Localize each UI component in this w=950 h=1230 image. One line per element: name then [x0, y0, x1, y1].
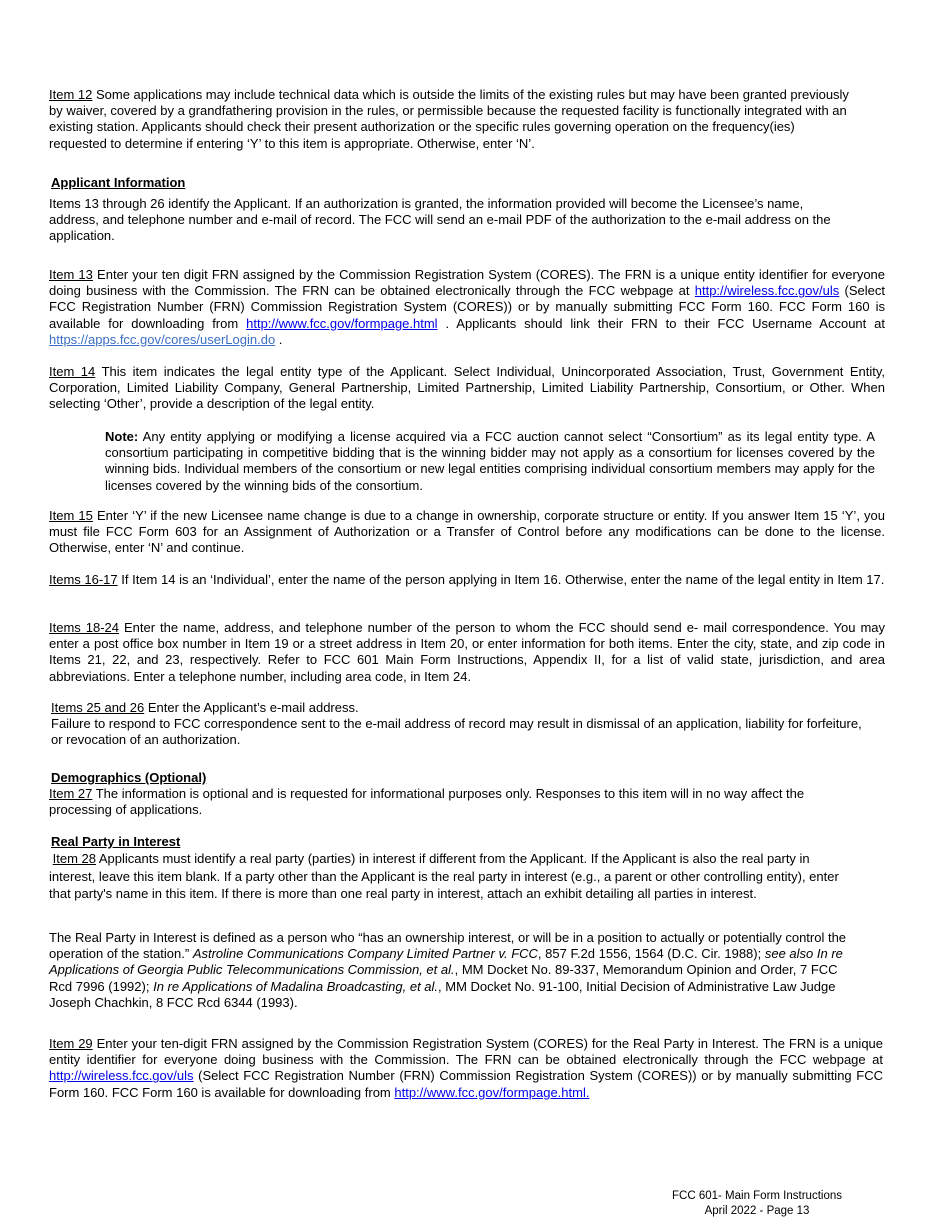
real-party-definition: The Real Party in Interest is defined as a person who “has an ownership interest, or will be in a position to actually or potentially control the operation of the station.” Astroline Communications Company Limited Partner v. FCC, 857 F.2d 1556, 1564 (D.C. Cir. 1988); see also In re Applications of Georgia Public Telecommunications Commission, et al., MM Docket No. 89-337, Memorandum Opinion and Order, 7 FCC Rcd 7996 (1992); In re Applications of Madalina Broadcasting, et al., MM Docket No. 91-100, Initial Decision of Administrative Law Judge Joseph Chachkin, 8 FCC Rcd 6344 (1993). [49, 930, 847, 1010]
items-25-26-failure-text: Failure to respond to FCC correspondence sent to the e-mail address of record may result in dismissal of an application, liability for forfeiture, or revocation of an authorization. [51, 716, 862, 748]
items-18-24-paragraph: Items 18-24 Enter the name, address, and telephone number of the person to whom the FCC should send e- mail correspondence. You may enter a post office box number in Item 19 or a street address in Item 20, or enter information for both items. Enter the city, state, and zip code in Items 21, 22, and 23, respectively. Refer to FCC 601 Main Form Instructions, Appendix II, for a list of valid state, jurisdiction, and area abbreviations. Enter a telephone number, including area code, in Item 24. [49, 620, 886, 684]
item-27-label: Item 27 [49, 786, 93, 802]
item-12-paragraph [49, 87, 849, 152]
uls-link-2[interactable]: http://wireless.fcc.gov/uls [49, 1068, 194, 1084]
items-16-17-label: Items 16-17 [49, 572, 118, 587]
formpage-link-2[interactable]: http://www.fcc.gov/formpage.html. [394, 1084, 590, 1100]
item-15-paragraph: Item 15 Enter ‘Y’ if the new Licensee name change is due to a change in ownership, corporate structure or entity. If you answer Item 15 ‘Y’, you must file FCC Form 603 for an Assignment of Authorization or a Transfer of Control before any modifications can be done to the license. Otherwise, enter ‘N’ and continue. [49, 508, 886, 556]
item-14-paragraph: Item 14 This item indicates the legal entity type of the Applicant. Select Individual, Unincorporated Association, Trust, Government Entity, Corporation, Limited Liability Company, General Partnership, Limited Partnership, Limited Liability Partnership, Consortium, or Other. When selecting ‘Other’, provide a description of the legal entity. [49, 364, 886, 412]
items-25-26-label: Items 25 and 26 [51, 700, 145, 715]
items-16-17-paragraph: Items 16-17 If Item 14 is an ‘Individual’, enter the name of the person applying in Item 16. Otherwise, enter the name of the legal entity in Item 17. [49, 572, 885, 587]
formpage-link[interactable]: http://www.fcc.gov/formpage.html [246, 315, 438, 331]
page-footer [672, 1189, 842, 1219]
item-13-label: Item 13 [49, 267, 93, 282]
item-28-label: Item 28 [52, 851, 96, 867]
applicant-information-intro: Items 13 through 26 identify the Applicant. If an authorization is granted, the information provided will become the Licensee’s name, address, and telephone number and e-mail of record. The FCC will send an e-mail PDF of the authorization to the e-mail address on the application. [49, 196, 831, 244]
footer-page-number: April 2022 - Page 13 [704, 1205, 810, 1217]
footer-form-title: FCC 601- Main Form Instructions [672, 1190, 842, 1202]
real-party-heading: Real Party in Interest [51, 834, 181, 849]
item-29-paragraph: Item 29 Enter your ten-digit FRN assigned by the Commission Registration System (CORES) for the Real Party in Interest. The FRN is a unique entity identifier for everyone doing business with the Commission. The FRN can be obtained electronically through the FCC webpage at http://wireless.fcc.gov/uls (Select FCC Registration Number (FRN) Commission Registration System (CORES)) or by manually submitting FCC Form 160. FCC Form 160 is available for downloading from http://www.fcc.gov/formpage.html. [49, 1036, 884, 1100]
item-12-label: Item 12 [49, 87, 93, 102]
uls-link[interactable]: http://wireless.fcc.gov/uls [694, 283, 840, 299]
item-13-paragraph: Item 13 Enter your ten digit FRN assigned by the Commission Registration System (CORES). The FRN is a unique entity identifier for everyone doing business with the Commission. The FRN can be obtained electronically through the FCC webpage at http://wireless.fcc.gov/uls (Select FCC Registration Number (FRN) Commission Registration System (CORES)) or by manually submitting FCC Form 160. FCC Form 160 is available for downloading from http://www.fcc.gov/formpage.html . Applicants should link their FRN to their FCC Username Account at https://apps.fcc.gov/cores/userLogin.do . [49, 267, 886, 347]
item-29-label: Item 29 [49, 1036, 93, 1051]
item-15-label: Item 15 [49, 508, 93, 523]
item-12-text: Some applications may include technical data which is outside the limits of the existing rules but may have been granted previously by waiver, covered by a grandfathering provision in the rules, or permissible because the requested facility is functionally integrated with an existing station. Applicants should check their present authorization or the specific rules governing operation on the frequency(ies) requested to determine if entering ‘Y’ to this item is appropriate. Otherwise, enter ‘N’. [49, 87, 849, 151]
note-label: Note: [105, 429, 139, 444]
applicant-information-heading: Applicant Information [51, 175, 186, 190]
demographics-section: Demographics (Optional) Item 27 The information is optional and is requested for informational purposes only. Responses to this item will in no way affect the processing of applications. [49, 770, 805, 818]
item-14-label: Item 14 [49, 364, 96, 379]
items-25-26-paragraph: Items 25 and 26 Enter the Applicant’s e-mail address. Failure to respond to FCC correspondence sent to the e-mail address of record may result in dismissal of an application, liability for forfeiture, or revocation of an authorization. [51, 700, 871, 749]
note-paragraph: Note: Any entity applying or modifying a license acquired via a FCC auction cannot select “Consortium” as its legal entity type. A consortium participating in competitive bidding that is the winning bidder may not apply as a consortium for licenses covered by the winning bids. Individual members of the consortium or new legal entities comprising individual consortium members may apply for the licenses covered by the winning bids of the consortium. [105, 429, 875, 493]
items-18-24-label: Items 18-24 [49, 620, 119, 635]
demographics-heading: Demographics (Optional) [51, 770, 207, 785]
real-party-section: Real Party in Interest Item 28 Applicants must identify a real party (parties) in interest if different from the Applicant. If the Applicant is also the real party in interest, leave this item blank. If a party other than the Applicant is the real party in interest (e.g., a parent or other controlling entity), enter that party's name in this item. If there is more than one real party in interest, attach an exhibit detailing all parties in interest. [49, 834, 839, 902]
cores-login-link[interactable]: https://apps.fcc.gov/cores/userLogin.do [49, 331, 276, 347]
